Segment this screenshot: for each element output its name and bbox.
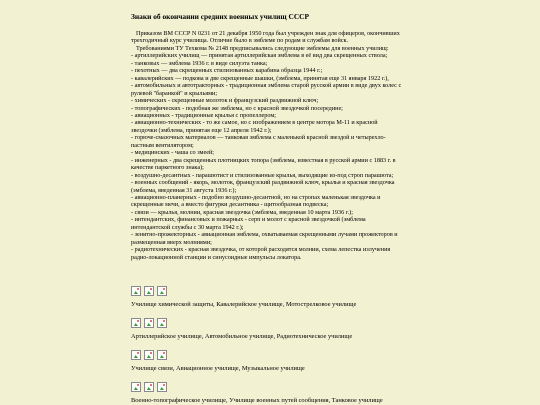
broken-image-icon[interactable] — [157, 350, 167, 360]
body-line: - пехотных — два скрещенных стилизованных карабина образца 1944 г.; — [131, 67, 323, 75]
body-line: пастным вентилятором; — [131, 141, 194, 149]
body-line: (эмблема, введенная 31 августа 1936 г.); — [131, 186, 237, 194]
body-line: интендантской службы с 30 марта 1942 г.); — [131, 223, 244, 231]
body-line: - связи — крылья, молнии, красная звездочка (эмблема, введенная 10 марта 1936 г.); — [131, 208, 353, 216]
body-line: - зенитно-прожекторных - авиационная эмблема, охватываемая скрещенными лучами прожекторов и — [131, 231, 398, 239]
body-line: звездочки (эмблема, принятая еще 12 апреля 1942 г.); — [131, 126, 272, 134]
body-line: радио-локационной станции и синусоидные импульсы локатора. — [131, 253, 302, 261]
body-line: - артиллерийских училищ — принятая артиллерийская эмблема в её вид два скрещенных ствола; — [131, 52, 388, 60]
body-line: качестве паркетного знака); — [131, 164, 204, 172]
broken-image-icon[interactable] — [131, 318, 141, 328]
body-line: Требованиями ТУ Техкома № 2148 предписывались следующие эмблемы для военных училищ: — [136, 44, 389, 52]
body-line: - воздушно-десантных - парашютист и стилизованные крылья, выходящие из-под строп парашюта; — [131, 171, 394, 179]
broken-image-icon[interactable] — [144, 318, 154, 328]
body-line: - инженерных - два скрещенных плотницких топора (эмблема, известная в русской армии с 1883 г. в — [131, 156, 396, 164]
body-line: - авиационных - традиционные крылья с пропеллером; — [131, 111, 276, 119]
badge-caption: Училище связи, Авиационное училище, Музыкальное училище — [131, 365, 305, 372]
body-line: рулевой "баранкой" и крыльями; — [131, 89, 218, 97]
badge-images-row — [131, 286, 167, 296]
body-line: - интендантских, финансовых и пожарных - серп и молот с красной звездочкой (эмблема — [131, 216, 366, 224]
body-line: - военных сообщений - якорь, молоток, французский раздвижной ключ, крылья и красная звездочка — [131, 179, 395, 187]
broken-image-icon[interactable] — [157, 318, 167, 328]
body-line: - автомобильных и автотракторных - традиционная эмблема старой русской армии в виде двух колес с — [131, 82, 402, 90]
body-line: трехгодичный курс училища. Отличие было в эмблеме по родам и службам войск. — [131, 37, 349, 45]
body-line: размещенная вверх молниями; — [131, 238, 212, 246]
broken-image-icon[interactable] — [157, 382, 167, 392]
broken-image-icon[interactable] — [131, 350, 141, 360]
badge-caption: Училище химической защиты, Кавалерийское училище, Мотострелковое училище — [131, 301, 357, 308]
badge-caption: Военно-топографическое училище, Училище военных путей сообщения, Танковое училище — [131, 397, 383, 404]
broken-image-icon[interactable] — [144, 382, 154, 392]
body-line: - топографических - подобная же эмблема, но с красной звездочкой посередине; — [131, 104, 343, 112]
broken-image-icon[interactable] — [131, 382, 141, 392]
body-line: - авиационно-технических - то же самое, но с изображением в центре мотора М-11 и красной — [131, 119, 378, 127]
body-line: - авиационно-планерных - подобно воздушно-десантной, но на стропах маленькая звездочка и — [131, 193, 381, 201]
body-line: - танковых — эмблема 1936 г. в виде силуэта танка; — [131, 59, 268, 67]
body-line: - радиотехнических - красная звездочка, от которой расходятся молнии, схема лепестка излучения — [131, 246, 391, 254]
body-line: Приказом ВМ СССР N 0231 от 21 декабря 1950 года был учрежден знак для офицеров, окончивших — [136, 30, 400, 37]
badge-images-row — [131, 318, 167, 328]
broken-image-icon[interactable] — [131, 286, 141, 296]
body-line: - медицинских - чаша со змеей; — [131, 149, 214, 157]
body-line: - горюче-смазочных материалов — танковая эмблема с маленькой красной звездой и четырехло- — [131, 134, 386, 142]
body-line: скрещенные мечи, а вместо фигурки десантника - щитообразная подвеска; — [131, 201, 329, 209]
article-body — [131, 30, 409, 261]
badge-caption: Артиллерийское училище, Автомобильное училище, Радиотехническое училище — [131, 333, 353, 340]
page-title: Знаки об окончании средних военных училищ СССР — [131, 12, 310, 21]
broken-image-icon[interactable] — [144, 286, 154, 296]
broken-image-icon[interactable] — [157, 286, 167, 296]
badge-images-row — [131, 382, 167, 392]
body-line: - химических - скрещенные молоток и французский раздвижной ключ; — [131, 97, 319, 105]
body-line: - кавалерийских — подкова и две скрещенные шашки, (эмблема, принятая еще 31 января 1922 г.), — [131, 74, 389, 82]
broken-image-icon[interactable] — [144, 350, 154, 360]
badge-images-row — [131, 350, 167, 360]
